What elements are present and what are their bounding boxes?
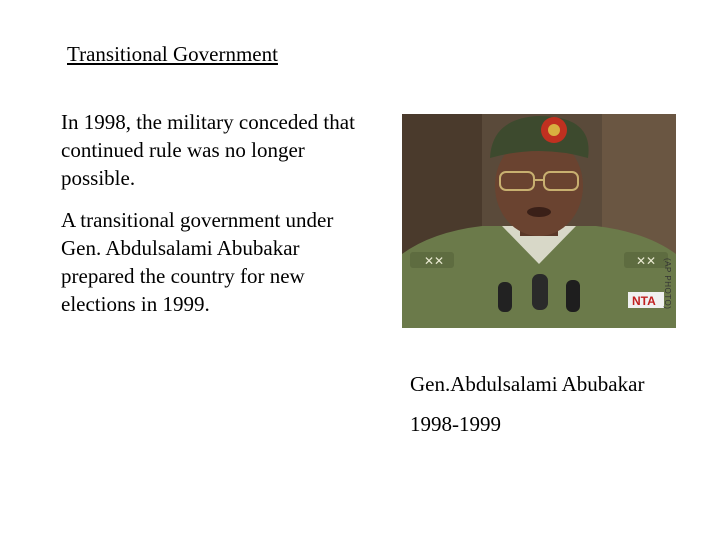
caption-name: Gen.Abdulsalami Abubakar (410, 372, 645, 396)
slide-body (61, 108, 361, 332)
microphone-2 (532, 274, 548, 310)
paragraph-transitional-government: A transitional government under Gen. Abdulsalami Abubakar prepared the country for new elections in 1999. (61, 208, 334, 316)
nta-badge-text: NTA (632, 294, 656, 308)
left-epaulette-insignia: ✕✕ (424, 254, 445, 268)
mouth (527, 207, 551, 217)
microphone-3 (566, 280, 580, 312)
microphone-1 (498, 282, 512, 312)
portrait-photo (402, 114, 676, 328)
paragraph-military-conceded: In 1998, the military conceded that continued rule was no longer possible. (61, 110, 355, 190)
caption-years: 1998-1999 (410, 412, 501, 436)
slide-title: Transitional Government (67, 42, 278, 66)
right-epaulette-insignia: ✕✕ (636, 254, 657, 268)
photo-credit: (AP PHOTO) (663, 258, 672, 310)
portrait-illustration (402, 114, 676, 328)
beret-badge-center (548, 124, 560, 136)
